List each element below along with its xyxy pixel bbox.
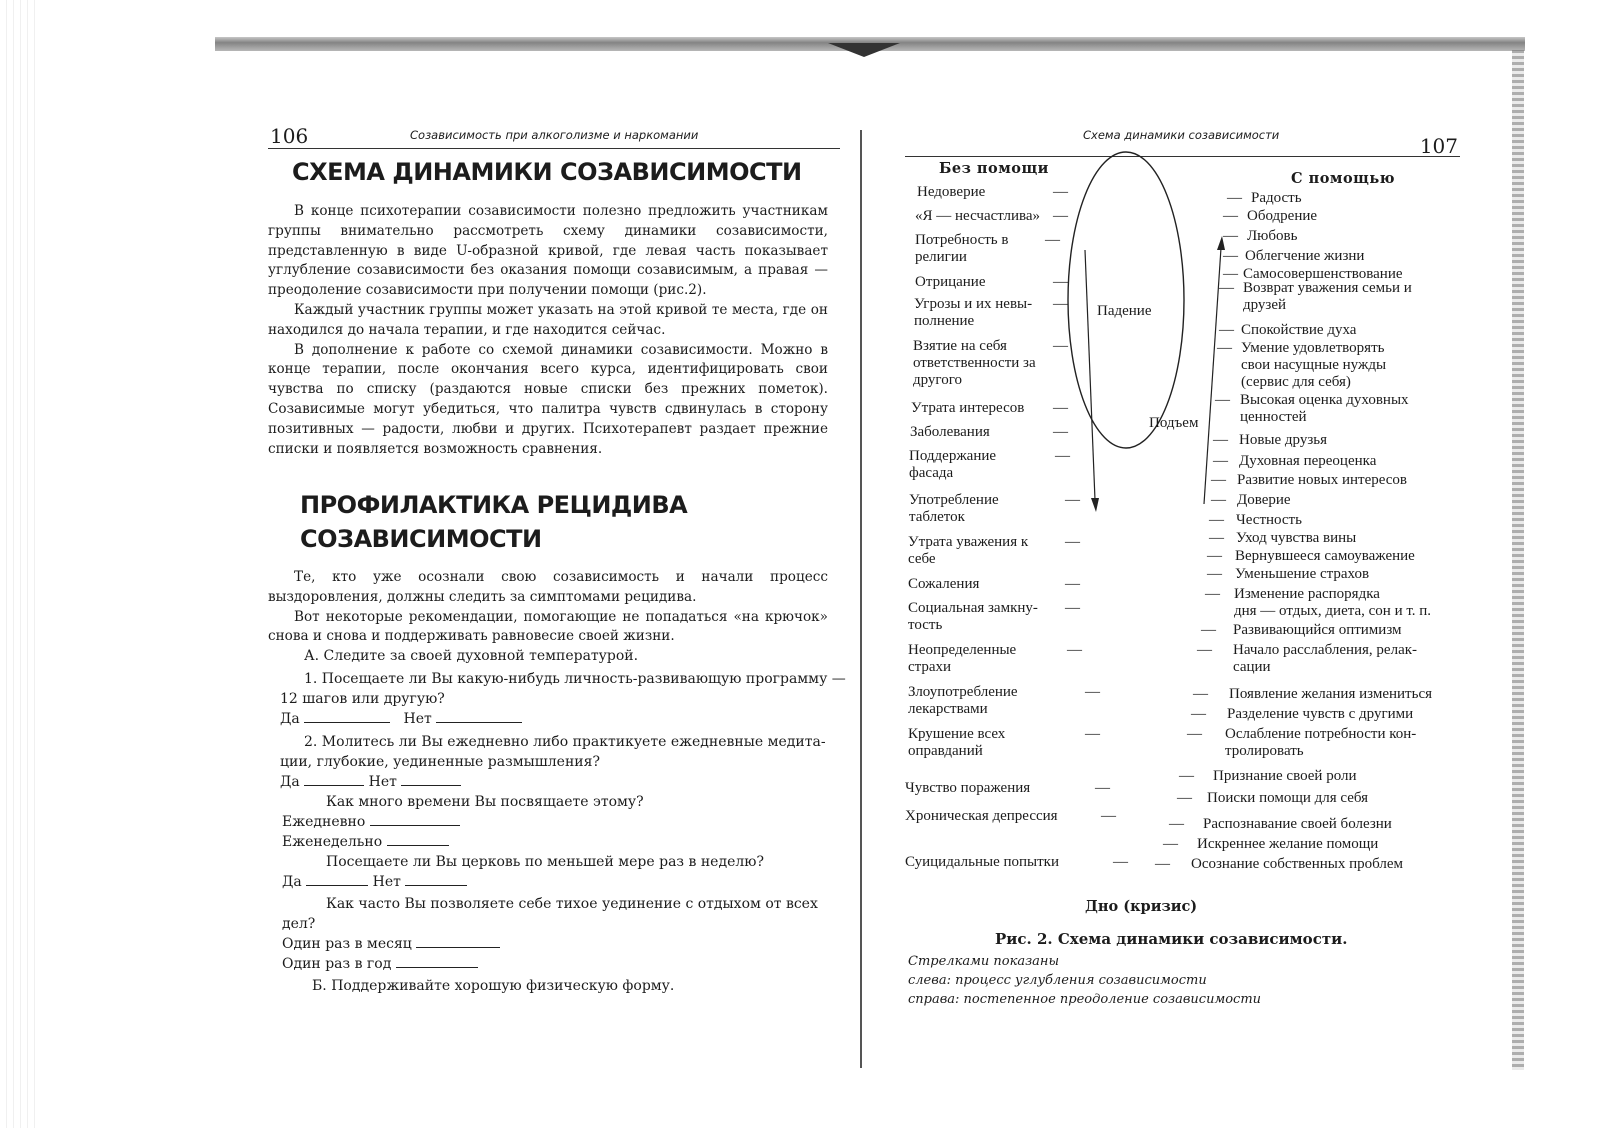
left-list-tick: — (1053, 274, 1068, 290)
right-list-tick: — (1223, 228, 1238, 244)
answer-blank[interactable] (405, 873, 467, 886)
running-head-title-right: Схема динамики созависимости (1083, 128, 1280, 142)
answer-row (268, 812, 840, 832)
right-list-tick: — (1223, 208, 1238, 224)
questionnaire (268, 646, 846, 996)
note-line: справа: постепенное преодоление созависимости (908, 992, 1262, 1007)
question-1: 1. Посещаете ли Вы какую-нибудь личность-развивающую программу — (304, 671, 846, 687)
right-list-tick: — (1219, 280, 1234, 296)
answer-row (268, 832, 840, 852)
right-list-tick: — (1227, 190, 1242, 206)
left-list-tick: — (1053, 184, 1068, 200)
right-list-tick: — (1209, 512, 1224, 528)
left-list-item: Хроническая депрессия (905, 808, 1058, 824)
left-list-tick: — (1053, 424, 1068, 440)
paragraph: Те, кто уже осознали свою созависимость и начали процесс выздоровления, должны следить за симптомами рецидива. (268, 569, 828, 605)
left-list-tick: — (1053, 400, 1068, 416)
right-list-item: Новые друзья (1239, 432, 1328, 448)
right-list-tick: — (1191, 706, 1206, 722)
right-list-tick: — (1223, 248, 1238, 264)
right-list-item: Поиски помощи для себя (1207, 790, 1369, 806)
right-list-item: Умение удовлетворять свои насущные нужды (сервис для себя) (1241, 340, 1387, 390)
right-list-item: Любовь (1247, 228, 1298, 244)
answer-row (268, 934, 840, 954)
left-list-tick: — (1101, 808, 1116, 824)
right-list-tick: — (1207, 548, 1222, 564)
right-list-item: Высокая оценка духовных ценностей (1240, 392, 1409, 425)
right-list-tick: — (1207, 566, 1222, 582)
answer-blank[interactable] (306, 873, 368, 886)
no-label: Нет (372, 874, 401, 890)
daily-label: Ежедневно (282, 814, 366, 830)
right-list-item: Ободрение (1247, 208, 1318, 224)
left-list-item: Крушение всех оправданий (908, 726, 1006, 759)
answer-blank[interactable] (387, 833, 449, 846)
right-list-tick: — (1223, 266, 1238, 282)
right-list-tick: — (1169, 816, 1184, 832)
answer-row (268, 709, 840, 729)
right-list-tick: — (1179, 768, 1194, 784)
left-list-tick: — (1113, 854, 1128, 870)
bottom-label: Дно (кризис) (1085, 898, 1198, 915)
right-list-tick: — (1219, 322, 1234, 338)
answer-blank[interactable] (304, 710, 390, 723)
right-list-tick: — (1213, 432, 1228, 448)
book-gutter (860, 130, 862, 1068)
fall-arrow (1085, 250, 1095, 500)
yearly-label: Один раз в год (282, 956, 392, 972)
right-list-item: Появление желания измениться (1229, 686, 1433, 702)
heading-scheme: СХЕМА ДИНАМИКИ СОЗАВИСИМОСТИ (292, 158, 802, 186)
question-5: Как часто Вы позволяете себе тихое уединение с отдыхом от всех (326, 896, 818, 912)
heading-line: ПРОФИЛАКТИКА РЕЦИДИВА (300, 491, 688, 519)
right-list-tick: — (1217, 340, 1232, 356)
question-5-cont: дел? (282, 916, 316, 932)
left-list-tick: — (1045, 232, 1060, 248)
right-list-tick: — (1213, 453, 1228, 469)
question-3: Как много времени Вы посвящаете этому? (326, 794, 644, 810)
yes-label: Да (280, 711, 300, 727)
right-list-item: Доверие (1237, 492, 1291, 508)
u-curve (1068, 152, 1184, 448)
left-list-item: Заболевания (910, 424, 990, 440)
left-list-tick: — (1053, 338, 1068, 354)
answer-row (268, 954, 840, 974)
left-list-tick: — (1085, 726, 1100, 742)
right-list-item: Честность (1236, 512, 1302, 528)
fall-label: Падение (1097, 303, 1152, 319)
left-list-item: Употребление таблеток (909, 492, 999, 525)
right-list-item: Разделение чувств с другими (1227, 706, 1414, 722)
no-label: Нет (403, 711, 432, 727)
monthly-label: Один раз в месяц (282, 936, 412, 952)
left-list-item: Сожаления (908, 576, 980, 592)
right-list-tick: — (1155, 856, 1170, 872)
answer-blank[interactable] (401, 773, 461, 786)
yes-label: Да (282, 874, 302, 890)
right-list-item: Духовная переоценка (1239, 453, 1377, 469)
left-list-tick: — (1095, 780, 1110, 796)
right-list-tick: — (1209, 530, 1224, 546)
answer-blank[interactable] (416, 935, 500, 948)
right-list-item: Уменьшение страхов (1235, 566, 1370, 582)
left-list-item: Злоупотребление лекарствами (908, 684, 1018, 717)
left-list-item: Утрата уважения к себе (908, 534, 1029, 567)
left-list-tick: — (1055, 448, 1070, 464)
left-list-item: Утрата интересов (911, 400, 1025, 416)
right-list-tick: — (1215, 392, 1230, 408)
right-list-item: Распознавание своей болезни (1203, 816, 1392, 832)
section2-text (268, 568, 828, 647)
binding-notch (828, 43, 900, 57)
left-list-item: Угрозы и их невы- полнение (914, 296, 1033, 329)
right-list-tick: — (1211, 492, 1226, 508)
right-list-item: Облегчение жизни (1245, 248, 1365, 264)
left-list-tick: — (1085, 684, 1100, 700)
right-list-tick: — (1197, 642, 1212, 658)
paragraph: Вот некоторые рекомендации, помогающие не попадаться «на крючок» снова и снова и поддерживать равновесие своей жизни. (268, 608, 828, 645)
note-line: слева: процесс углубления созависимости (908, 973, 1207, 988)
note-line: Стрелками показаны (908, 954, 1060, 969)
right-list-item: Развивающийся оптимизм (1233, 622, 1402, 638)
left-list-item: Социальная замкну- тость (908, 600, 1038, 633)
left-list-tick: — (1065, 534, 1080, 550)
right-list-tick: — (1205, 586, 1220, 602)
scan-edge-right (1512, 50, 1524, 1070)
running-head-title-left: Созависимость при алкоголизме и наркомании (410, 128, 699, 142)
question-2: 2. Молитесь ли Вы ежедневно либо практикуете ежедневные медита- (304, 734, 826, 750)
header-without-help: Без помощи (939, 160, 1049, 177)
right-list-item: Развитие новых интересов (1237, 472, 1408, 488)
answer-blank[interactable] (370, 813, 460, 826)
left-list-item: Недоверие (917, 184, 986, 200)
left-list-tick: — (1053, 208, 1068, 224)
right-list-item: Радость (1251, 190, 1302, 206)
right-list-item: Вернувшееся самоуважение (1235, 548, 1415, 564)
left-list-item: Неопределенные страхи (908, 642, 1017, 675)
left-list-item: Поддержание фасада (909, 448, 997, 481)
answer-row (268, 772, 840, 792)
right-list-tick: — (1201, 622, 1216, 638)
left-list-item: Взятие на себя ответственности за другого (913, 338, 1036, 388)
item-a: А. Следите за своей духовной температурой. (304, 648, 639, 664)
figure-note (908, 952, 1261, 1009)
answer-blank[interactable] (304, 773, 364, 786)
right-list-item: Самосовершенствование (1243, 266, 1403, 282)
answer-blank[interactable] (436, 710, 522, 723)
left-list-tick: — (1065, 576, 1080, 592)
right-list-tick: — (1163, 836, 1178, 852)
yes-label: Да (280, 774, 300, 790)
right-page (905, 120, 1460, 1020)
left-list-item: Чувство поражения (905, 780, 1031, 796)
page-number-right: 107 (1419, 134, 1458, 158)
fall-arrowhead (1091, 498, 1099, 512)
left-list-tick: — (1065, 492, 1080, 508)
right-list-item: Начало расслабления, релак- сации (1233, 642, 1418, 675)
right-list-item: Уход чувства вины (1236, 530, 1357, 546)
left-list-tick: — (1053, 296, 1068, 312)
right-list-item: Ослабление потребности кон- тролировать (1225, 726, 1417, 759)
question-4: Посещаете ли Вы церковь по меньшей мере раз в неделю? (326, 854, 764, 870)
heading-line: СОЗАВИСИМОСТИ (300, 525, 542, 553)
left-page (268, 120, 846, 1010)
figure-caption: Рис. 2. Схема динамики созависимости. (995, 930, 1348, 948)
right-list-item: Признание своей роли (1213, 768, 1357, 784)
paragraph: Каждый участник группы может указать на этой кривой те места, где он находился до начала терапии, и где находится сейчас. (268, 301, 828, 338)
left-list-tick: — (1065, 600, 1080, 616)
no-label: Нет (368, 774, 397, 790)
right-list-item: Осознание собственных проблем (1191, 856, 1404, 872)
right-list-item: Изменение распорядка дня — отдых, диета, сон и т. п. (1234, 586, 1432, 619)
heading-relapse-prevention (300, 488, 800, 556)
question-1-cont: 12 шагов или другую? (280, 691, 445, 707)
left-list-item: Отрицание (915, 274, 986, 290)
right-list-tick: — (1177, 790, 1192, 806)
answer-blank[interactable] (396, 955, 478, 968)
page-number-left: 106 (270, 124, 309, 148)
right-list-item: Спокойствие духа (1241, 322, 1357, 338)
weekly-label: Еженедельно (282, 834, 383, 850)
right-list-item: Возврат уважения семьи и друзей (1243, 280, 1412, 313)
right-list-item: Искреннее желание помощи (1197, 836, 1379, 852)
left-list-item: «Я — несчастлива» (915, 208, 1041, 224)
answer-row (268, 872, 840, 892)
item-b: Б. Поддерживайте хорошую физическую форму. (312, 978, 675, 994)
question-2-cont: ции, глубокие, уединенные размышления? (280, 754, 600, 770)
section1-text (268, 202, 828, 459)
scan-edge-left (0, 0, 40, 1128)
header-with-help: С помощью (1291, 170, 1396, 187)
right-list-tick: — (1193, 686, 1208, 702)
right-list-tick: — (1187, 726, 1202, 742)
left-list-item: Потребность в религии (915, 232, 1009, 265)
running-header-left (268, 120, 840, 149)
right-list-tick: — (1211, 472, 1226, 488)
rise-label: Подъем (1149, 415, 1199, 431)
left-list-tick: — (1067, 642, 1082, 658)
left-list-item: Суицидальные попытки (905, 854, 1059, 870)
paragraph: В конце психотерапии созависимости полезно предложить участникам группы внимательно рассмотреть схему динамики созависимости, представленную в виде U-образной кривой, где левая часть показывает углубление созависимости без оказания помощи созависимым, а правая — преодоление созависимости при получении помощи (рис.2). (268, 203, 828, 299)
paragraph: В дополнение к работе со схемой динамики созависимости. Можно в конце терапии, после окончания всего курса, идентифицировать свои чувства по списку (раздаются новые списки без прежних пометок). Созависимые могут убедиться, что палитра чувств сдвинулась в сторону позитивных — радости, любви и других. Психотерапевт раздает прежние списки и появляется возможность сравнения. (268, 341, 828, 457)
